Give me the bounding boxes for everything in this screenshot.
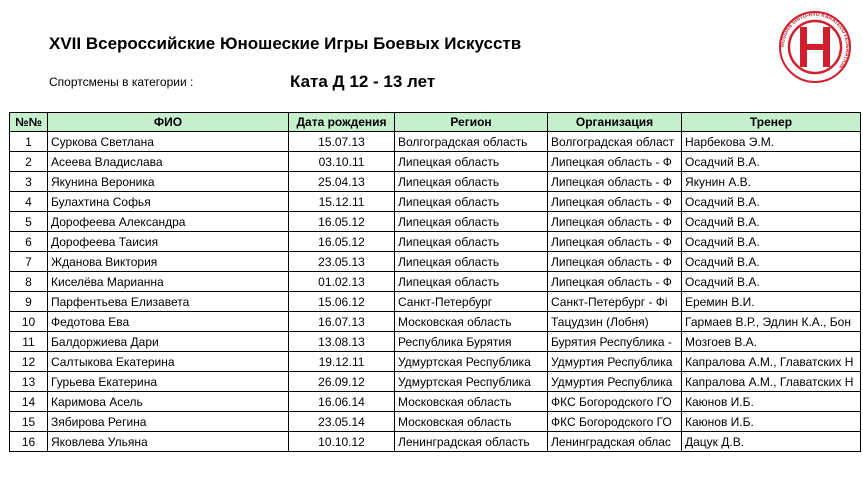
table-row — [10, 272, 861, 292]
organization-cell: Санкт-Петербург - Фі — [548, 292, 682, 312]
region-cell: Волгоградская область — [395, 132, 548, 152]
athlete-name-cell: Гурьева Екатерина — [48, 372, 289, 392]
athlete-name-cell: Яковлева Ульяна — [48, 432, 289, 452]
birth-date-cell: 16.05.12 — [289, 212, 395, 232]
coach-cell: Капралова А.М., Главатских Н — [682, 372, 861, 392]
column-header: Дата рождения — [289, 113, 395, 132]
row-number-cell: 1 — [10, 132, 48, 152]
coach-cell: Осадчий В.А. — [682, 152, 861, 172]
coach-cell: Мозгоев В.А. — [682, 332, 861, 352]
athlete-name-cell: Салтыкова Екатерина — [48, 352, 289, 372]
coach-cell: Осадчий В.А. — [682, 252, 861, 272]
organization-cell: Волгоградская област — [548, 132, 682, 152]
coach-cell: Якунин А.В. — [682, 172, 861, 192]
row-number-cell: 6 — [10, 232, 48, 252]
coach-cell: Нарбекова Э.М. — [682, 132, 861, 152]
page-title: XVII Всероссийские Юношеские Игры Боевых Искусств — [49, 34, 522, 53]
row-number-cell: 15 — [10, 412, 48, 432]
table-row — [10, 352, 861, 372]
region-cell: Ленинградская область — [395, 432, 548, 452]
coach-cell: Осадчий В.А. — [682, 272, 861, 292]
organization-cell: ФКС Богородского ГО — [548, 392, 682, 412]
column-header: №№ — [10, 113, 48, 132]
logo-ring-text: RUSSIAN SHITO-RYU KARATEDO FEDERATION — [779, 11, 851, 70]
birth-date-cell: 23.05.13 — [289, 252, 395, 272]
birth-date-cell: 15.06.12 — [289, 292, 395, 312]
table-header-row — [10, 113, 861, 132]
column-header: Организация — [548, 113, 682, 132]
athlete-name-cell: Суркова Светлана — [48, 132, 289, 152]
row-number-cell: 14 — [10, 392, 48, 412]
athletes-label: Спортсмены в категории : — [49, 75, 194, 89]
coach-cell: Гармаев В.Р., Эдлин К.А., Бон — [682, 312, 861, 332]
table-row — [10, 392, 861, 412]
birth-date-cell: 03.10.11 — [289, 152, 395, 172]
row-number-cell: 10 — [10, 312, 48, 332]
birth-date-cell: 16.05.12 — [289, 232, 395, 252]
table-row — [10, 372, 861, 392]
table-row — [10, 212, 861, 232]
organization-cell: Ленинградская облас — [548, 432, 682, 452]
table-row — [10, 192, 861, 212]
row-number-cell: 9 — [10, 292, 48, 312]
athlete-name-cell: Дорофеева Таисия — [48, 232, 289, 252]
coach-cell: Каюнов И.Б. — [682, 412, 861, 432]
row-number-cell: 3 — [10, 172, 48, 192]
athlete-name-cell: Якунина Вероника — [48, 172, 289, 192]
table-row — [10, 172, 861, 192]
row-number-cell: 2 — [10, 152, 48, 172]
organization-cell: Удмуртия Республика — [548, 352, 682, 372]
table-row — [10, 312, 861, 332]
row-number-cell: 16 — [10, 432, 48, 452]
table-row — [10, 412, 861, 432]
table-row — [10, 332, 861, 352]
organization-cell: Липецкая область - Ф — [548, 252, 682, 272]
column-header: Тренер — [682, 113, 861, 132]
region-cell: Удмуртская Республика — [395, 372, 548, 392]
region-cell: Удмуртская Республика — [395, 352, 548, 372]
region-cell: Московская область — [395, 312, 548, 332]
region-cell: Липецкая область — [395, 212, 548, 232]
birth-date-cell: 15.07.13 — [289, 132, 395, 152]
athlete-name-cell: Киселёва Марианна — [48, 272, 289, 292]
column-header: Регион — [395, 113, 548, 132]
organization-cell: ФКС Богородского ГО — [548, 412, 682, 432]
birth-date-cell: 16.06.14 — [289, 392, 395, 412]
organization-cell: Липецкая область - Ф — [548, 232, 682, 252]
region-cell: Московская область — [395, 392, 548, 412]
coach-cell: Осадчий В.А. — [682, 192, 861, 212]
table-row — [10, 292, 861, 312]
table-row — [10, 152, 861, 172]
birth-date-cell: 23.05.14 — [289, 412, 395, 432]
organization-cell: Бурятия Республика - — [548, 332, 682, 352]
row-number-cell: 8 — [10, 272, 48, 292]
row-number-cell: 12 — [10, 352, 48, 372]
coach-cell: Осадчий В.А. — [682, 232, 861, 252]
birth-date-cell: 10.10.12 — [289, 432, 395, 452]
row-number-cell: 5 — [10, 212, 48, 232]
organization-cell: Тацудзин (Лобня) — [548, 312, 682, 332]
coach-cell: Еремин В.И. — [682, 292, 861, 312]
row-number-cell: 13 — [10, 372, 48, 392]
region-cell: Липецкая область — [395, 192, 548, 212]
organization-cell: Липецкая область - Ф — [548, 272, 682, 292]
row-number-cell: 7 — [10, 252, 48, 272]
birth-date-cell: 15.12.11 — [289, 192, 395, 212]
birth-date-cell: 19.12.11 — [289, 352, 395, 372]
table-row — [10, 432, 861, 452]
athlete-name-cell: Парфентьева Елизавета — [48, 292, 289, 312]
region-cell: Липецкая область — [395, 252, 548, 272]
athlete-name-cell: Каримова Асель — [48, 392, 289, 412]
athlete-name-cell: Дорофеева Александра — [48, 212, 289, 232]
organization-cell: Липецкая область - Ф — [548, 192, 682, 212]
birth-date-cell: 25.04.13 — [289, 172, 395, 192]
region-cell: Республика Бурятия — [395, 332, 548, 352]
birth-date-cell: 13.08.13 — [289, 332, 395, 352]
athlete-name-cell: Зябирова Регина — [48, 412, 289, 432]
category-title: Ката Д 12 - 13 лет — [290, 72, 436, 91]
athlete-name-cell: Федотова Ева — [48, 312, 289, 332]
athlete-name-cell: Балдоржиева Дари — [48, 332, 289, 352]
karate-federation-seal-icon — [778, 10, 852, 84]
column-header: ФИО — [48, 113, 289, 132]
region-cell: Липецкая область — [395, 272, 548, 292]
row-number-cell: 4 — [10, 192, 48, 212]
table-row — [10, 232, 861, 252]
coach-cell: Дацук Д.В. — [682, 432, 861, 452]
region-cell: Липецкая область — [395, 232, 548, 252]
coach-cell: Осадчий В.А. — [682, 212, 861, 232]
region-cell: Липецкая область — [395, 152, 548, 172]
organization-cell: Липецкая область - Ф — [548, 172, 682, 192]
organization-cell: Удмуртия Республика — [548, 372, 682, 392]
region-cell: Московская область — [395, 412, 548, 432]
coach-cell: Капралова А.М., Главатских Н — [682, 352, 861, 372]
organization-cell: Липецкая область - Ф — [548, 152, 682, 172]
table-row — [10, 252, 861, 272]
birth-date-cell: 26.09.12 — [289, 372, 395, 392]
table-row — [10, 132, 861, 152]
birth-date-cell: 16.07.13 — [289, 312, 395, 332]
birth-date-cell: 01.02.13 — [289, 272, 395, 292]
region-cell: Липецкая область — [395, 172, 548, 192]
logo-glyphs: 空手道 — [811, 49, 819, 71]
athlete-name-cell: Асеева Владислава — [48, 152, 289, 172]
region-cell: Санкт-Петербург — [395, 292, 548, 312]
athletes-table — [9, 112, 861, 452]
athlete-name-cell: Жданова Виктория — [48, 252, 289, 272]
row-number-cell: 11 — [10, 332, 48, 352]
coach-cell: Каюнов И.Б. — [682, 392, 861, 412]
athlete-name-cell: Булахтина Софья — [48, 192, 289, 212]
organization-cell: Липецкая область - Ф — [548, 212, 682, 232]
